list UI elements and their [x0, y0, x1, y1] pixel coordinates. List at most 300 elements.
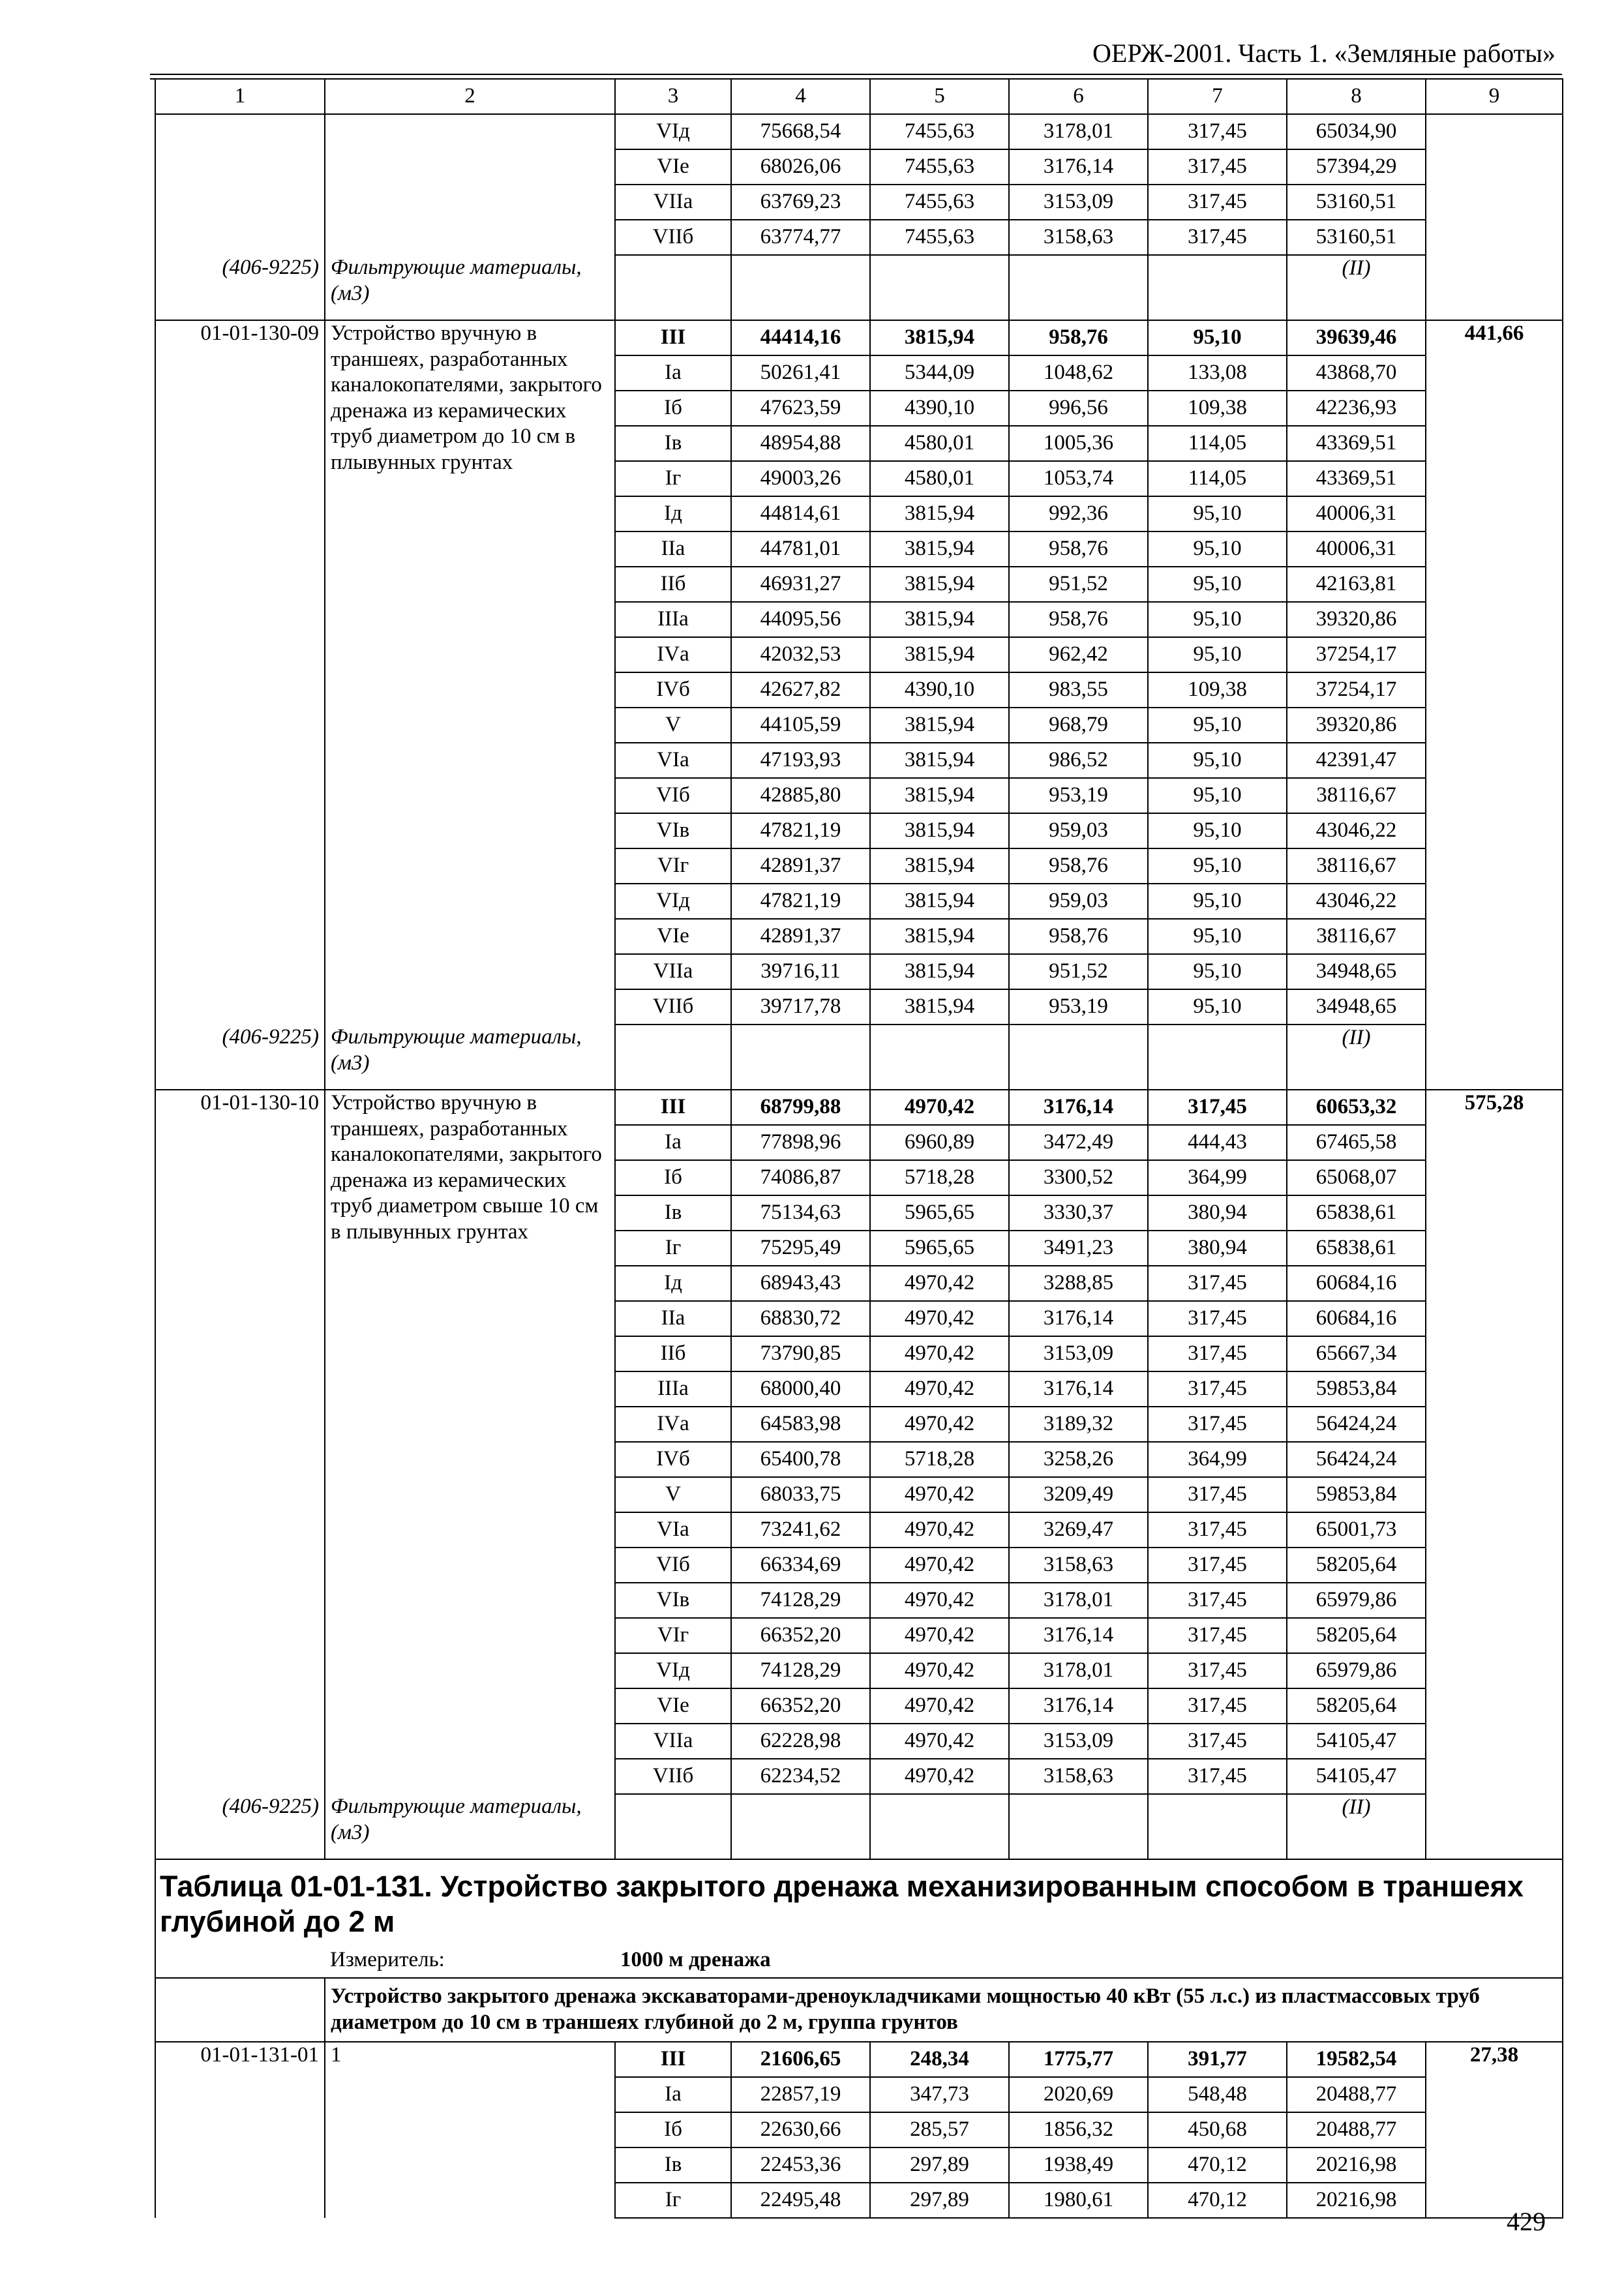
- cell-c8: 43369,51: [1287, 461, 1426, 496]
- cell-c3: VIб: [615, 1548, 731, 1583]
- cell-c4: 66352,20: [731, 1688, 870, 1724]
- material-name: Фильтрующие материалы, (м3): [325, 1794, 615, 1859]
- table-title-row: [155, 1859, 1563, 1943]
- cell-c8: 59853,84: [1287, 1371, 1426, 1407]
- cell-c8: 43046,22: [1287, 884, 1426, 919]
- empty-cell: [1148, 1794, 1287, 1859]
- cell-c4: 39717,78: [731, 989, 870, 1025]
- cell-c5: 4970,42: [870, 1653, 1009, 1688]
- material-code: (406-9225): [155, 1025, 325, 1090]
- cell-c3: VIд: [615, 884, 731, 919]
- cell-c3: Iа: [615, 1125, 731, 1160]
- cell-c6: 951,52: [1009, 567, 1148, 602]
- cell-c7: 317,45: [1148, 1759, 1287, 1794]
- cell-c7: 380,94: [1148, 1195, 1287, 1231]
- unit-value: 1000 м дренажа: [615, 1943, 1563, 1978]
- cell-c6: 958,76: [1009, 602, 1148, 637]
- cell-c6: 3153,09: [1009, 185, 1148, 220]
- cell-c5: 3815,94: [870, 954, 1009, 989]
- cell-c6: 3472,49: [1009, 1125, 1148, 1160]
- material-row: [155, 255, 1563, 320]
- cell-c8: 39639,46: [1287, 320, 1426, 355]
- cell-c3: VIа: [615, 743, 731, 778]
- cell-c5: 3815,94: [870, 743, 1009, 778]
- cell-c5: 3815,94: [870, 884, 1009, 919]
- cell-c7: 450,68: [1148, 2112, 1287, 2147]
- cell-c8: 43369,51: [1287, 426, 1426, 461]
- cell-c6: 958,76: [1009, 919, 1148, 954]
- cell-c6: 3158,63: [1009, 1548, 1148, 1583]
- cell-c8: 42236,93: [1287, 391, 1426, 426]
- cell-c3: VIе: [615, 1688, 731, 1724]
- cell-c8: 37254,17: [1287, 637, 1426, 672]
- cell-c3: Iв: [615, 426, 731, 461]
- cell-c6: 986,52: [1009, 743, 1148, 778]
- cell-c3: VIIа: [615, 954, 731, 989]
- cell-c3: IIб: [615, 567, 731, 602]
- cell-c6: 2020,69: [1009, 2077, 1148, 2112]
- cell-c7: 317,45: [1148, 149, 1287, 185]
- cell-c5: 7455,63: [870, 114, 1009, 149]
- cell-c4: 64583,98: [731, 1407, 870, 1442]
- cell-c5: 5718,28: [870, 1160, 1009, 1195]
- cell-c7: 317,45: [1148, 1724, 1287, 1759]
- cell-c3: IVб: [615, 672, 731, 708]
- cell-c3: III: [615, 1090, 731, 1125]
- cell-c7: 317,45: [1148, 1090, 1287, 1125]
- cell-c5: 3815,94: [870, 778, 1009, 813]
- cell-c5: 5965,65: [870, 1195, 1009, 1231]
- cell-c6: 3300,52: [1009, 1160, 1148, 1195]
- cell-c6: 1980,61: [1009, 2183, 1148, 2218]
- rate-description: Устройство вручную в траншеях, разработанных каналокопателями, закрытого дренажа из керамических труб диаметром до 10 см в плывунных грунтах: [325, 320, 615, 1025]
- cell-c7: 95,10: [1148, 743, 1287, 778]
- cell-c4: 50261,41: [731, 355, 870, 391]
- cell-c8: 65068,07: [1287, 1160, 1426, 1195]
- cell-c7: 109,38: [1148, 672, 1287, 708]
- cell-c4: 47821,19: [731, 884, 870, 919]
- cell-c7: 95,10: [1148, 708, 1287, 743]
- cell-c4: 74128,29: [731, 1583, 870, 1618]
- cell-c7: 317,45: [1148, 114, 1287, 149]
- cell-c5: 6960,89: [870, 1125, 1009, 1160]
- cell-c6: 3178,01: [1009, 1653, 1148, 1688]
- cell-c4: 62234,52: [731, 1759, 870, 1794]
- cell-c5: 248,34: [870, 2042, 1009, 2077]
- cell-c7: 317,45: [1148, 185, 1287, 220]
- cell-c7: 95,10: [1148, 848, 1287, 884]
- cell-c5: 4580,01: [870, 426, 1009, 461]
- cell-c4: 22857,19: [731, 2077, 870, 2112]
- cell-c4: 74128,29: [731, 1653, 870, 1688]
- empty-cell: [870, 1025, 1009, 1090]
- cell-c5: 4580,01: [870, 461, 1009, 496]
- cell-c5: 4390,10: [870, 672, 1009, 708]
- column-number-row: [155, 79, 1563, 114]
- cell-c8: 20488,77: [1287, 2112, 1426, 2147]
- empty-cell: [870, 1794, 1009, 1859]
- rate-description: 1: [325, 2042, 615, 2218]
- cell-c5: 4970,42: [870, 1301, 1009, 1336]
- material-code: (406-9225): [155, 1794, 325, 1859]
- cell-c4: 42032,53: [731, 637, 870, 672]
- cell-c8: 65979,86: [1287, 1653, 1426, 1688]
- cell-c5: 3815,94: [870, 531, 1009, 567]
- cell-c6: 3189,32: [1009, 1407, 1148, 1442]
- cell-c4: 75295,49: [731, 1231, 870, 1266]
- empty-cell: [615, 1025, 731, 1090]
- cell-c6: 992,36: [1009, 496, 1148, 531]
- material-class: (II): [1287, 1794, 1426, 1859]
- cell-c8: 43868,70: [1287, 355, 1426, 391]
- cell-c5: 4970,42: [870, 1618, 1009, 1653]
- cell-c3: VIе: [615, 919, 731, 954]
- empty-cell: [155, 1978, 325, 2042]
- cell-c8: 54105,47: [1287, 1759, 1426, 1794]
- cell-c5: 4970,42: [870, 1583, 1009, 1618]
- cell-c6: 3269,47: [1009, 1512, 1148, 1548]
- cell-c6: 3178,01: [1009, 114, 1148, 149]
- cell-c6: 953,19: [1009, 989, 1148, 1025]
- cell-c7: 95,10: [1148, 320, 1287, 355]
- column-number: 8: [1287, 79, 1426, 114]
- cell-c5: 3815,94: [870, 496, 1009, 531]
- cell-c7: 95,10: [1148, 496, 1287, 531]
- cell-c5: 7455,63: [870, 149, 1009, 185]
- cell-c3: IIа: [615, 531, 731, 567]
- cell-c4: 68026,06: [731, 149, 870, 185]
- cell-c8: 53160,51: [1287, 185, 1426, 220]
- cell-c6: 3176,14: [1009, 1688, 1148, 1724]
- cell-c7: 364,99: [1148, 1442, 1287, 1477]
- cell-c3: Iд: [615, 1266, 731, 1301]
- cell-c6: 968,79: [1009, 708, 1148, 743]
- cell-c8: 56424,24: [1287, 1407, 1426, 1442]
- cell-c7: 470,12: [1148, 2183, 1287, 2218]
- cell-c6: 1005,36: [1009, 426, 1148, 461]
- cell-c4: 44105,59: [731, 708, 870, 743]
- column-number: 2: [325, 79, 615, 114]
- cell-c5: 3815,94: [870, 848, 1009, 884]
- cell-c8: 60684,16: [1287, 1301, 1426, 1336]
- cell-c4: 75668,54: [731, 114, 870, 149]
- rate-code: 01-01-130-10: [155, 1090, 325, 1794]
- cell-c4: 62228,98: [731, 1724, 870, 1759]
- cell-c4: 68000,40: [731, 1371, 870, 1407]
- cell-c3: VIа: [615, 1512, 731, 1548]
- cell-c7: 364,99: [1148, 1160, 1287, 1195]
- cell-c4: 46931,27: [731, 567, 870, 602]
- cell-c4: 68943,43: [731, 1266, 870, 1301]
- cell-c4: 39716,11: [731, 954, 870, 989]
- cell-c8: 38116,67: [1287, 778, 1426, 813]
- unit-label: Измеритель:: [325, 1943, 615, 1978]
- cell-c5: 4970,42: [870, 1477, 1009, 1512]
- cell-c6: 1856,32: [1009, 2112, 1148, 2147]
- cell-c8: 34948,65: [1287, 989, 1426, 1025]
- table-body: [155, 79, 1563, 2218]
- cell-c8: 65667,34: [1287, 1336, 1426, 1371]
- empty-cell: [615, 1794, 731, 1859]
- cell-c8: 38116,67: [1287, 919, 1426, 954]
- labor-cost: 27,38: [1426, 2042, 1563, 2218]
- empty-cell: [1009, 1794, 1148, 1859]
- cell-c4: 63769,23: [731, 185, 870, 220]
- cell-c5: 3815,94: [870, 919, 1009, 954]
- cell-c7: 317,45: [1148, 1512, 1287, 1548]
- cell-c6: 951,52: [1009, 954, 1148, 989]
- cell-c6: 3209,49: [1009, 1477, 1148, 1512]
- cell-c6: 958,76: [1009, 531, 1148, 567]
- cell-c5: 347,73: [870, 2077, 1009, 2112]
- cell-c3: Iб: [615, 2112, 731, 2147]
- cell-c6: 3153,09: [1009, 1724, 1148, 1759]
- cell-c6: 3330,37: [1009, 1195, 1148, 1231]
- material-code: (406-9225): [155, 255, 325, 320]
- cell-c4: 74086,87: [731, 1160, 870, 1195]
- cell-c3: IVб: [615, 1442, 731, 1477]
- cell-c7: 317,45: [1148, 1688, 1287, 1724]
- empty-cell: [1148, 255, 1287, 320]
- cell-c7: 317,45: [1148, 1477, 1287, 1512]
- cell-c3: VIIб: [615, 220, 731, 255]
- table-row: [155, 320, 1563, 355]
- column-number: 7: [1148, 79, 1287, 114]
- cell-c6: 3153,09: [1009, 1336, 1148, 1371]
- cell-c8: 54105,47: [1287, 1724, 1426, 1759]
- cell-c7: 317,45: [1148, 1336, 1287, 1371]
- cell-c8: 65838,61: [1287, 1231, 1426, 1266]
- labor-cost: 575,28: [1426, 1090, 1563, 1859]
- cell-c8: 39320,86: [1287, 708, 1426, 743]
- cell-c4: 22495,48: [731, 2183, 870, 2218]
- cell-c5: 5965,65: [870, 1231, 1009, 1266]
- cell-c8: 40006,31: [1287, 496, 1426, 531]
- material-row: [155, 1794, 1563, 1859]
- material-class: (II): [1287, 255, 1426, 320]
- cell-c3: III: [615, 320, 731, 355]
- cell-c6: 962,42: [1009, 637, 1148, 672]
- running-header: ОЕРЖ-2001. Часть 1. «Земляные работы»: [1092, 38, 1556, 68]
- cell-c4: 44414,16: [731, 320, 870, 355]
- cell-c4: 68830,72: [731, 1301, 870, 1336]
- cell-c4: 22453,36: [731, 2147, 870, 2183]
- cell-c4: 44814,61: [731, 496, 870, 531]
- cell-c3: VIб: [615, 778, 731, 813]
- cell-c5: 3815,94: [870, 637, 1009, 672]
- cell-c7: 95,10: [1148, 531, 1287, 567]
- cell-c5: 285,57: [870, 2112, 1009, 2147]
- cell-c5: 3815,94: [870, 602, 1009, 637]
- cell-c4: 73790,85: [731, 1336, 870, 1371]
- cell-c5: 3815,94: [870, 320, 1009, 355]
- cell-c3: Iд: [615, 496, 731, 531]
- cell-c7: 317,45: [1148, 1371, 1287, 1407]
- cell-c7: 114,05: [1148, 426, 1287, 461]
- cell-c4: 42891,37: [731, 919, 870, 954]
- cell-c3: IIб: [615, 1336, 731, 1371]
- cell-c6: 996,56: [1009, 391, 1148, 426]
- cell-c3: VIв: [615, 1583, 731, 1618]
- cell-c4: 63774,77: [731, 220, 870, 255]
- cell-c4: 42627,82: [731, 672, 870, 708]
- cell-c7: 317,45: [1148, 1548, 1287, 1583]
- material-name: Фильтрующие материалы, (м3): [325, 1025, 615, 1090]
- cell-c8: 65979,86: [1287, 1583, 1426, 1618]
- cell-c6: 959,03: [1009, 884, 1148, 919]
- cell-c5: 4970,42: [870, 1336, 1009, 1371]
- cell-c8: 43046,22: [1287, 813, 1426, 848]
- cell-c8: 58205,64: [1287, 1548, 1426, 1583]
- cell-c4: 47821,19: [731, 813, 870, 848]
- cell-c7: 317,45: [1148, 220, 1287, 255]
- cell-c7: 133,08: [1148, 355, 1287, 391]
- cell-c3: VIе: [615, 149, 731, 185]
- table-row: [155, 114, 1563, 149]
- unit-row: [155, 1943, 1563, 1978]
- cell-c8: 60684,16: [1287, 1266, 1426, 1301]
- cell-c4: 68033,75: [731, 1477, 870, 1512]
- cell-c6: 3288,85: [1009, 1266, 1148, 1301]
- cell-c3: VIд: [615, 1653, 731, 1688]
- cell-c4: 77898,96: [731, 1125, 870, 1160]
- cell-c4: 68799,88: [731, 1090, 870, 1125]
- cell-c4: 47193,93: [731, 743, 870, 778]
- cell-c5: 5718,28: [870, 1442, 1009, 1477]
- cell-c5: 4970,42: [870, 1090, 1009, 1125]
- rate-description: [325, 114, 615, 255]
- empty-cell: [1009, 1025, 1148, 1090]
- cell-c7: 95,10: [1148, 813, 1287, 848]
- cell-c7: 470,12: [1148, 2147, 1287, 2183]
- cell-c6: 3178,01: [1009, 1583, 1148, 1618]
- cell-c4: 48954,88: [731, 426, 870, 461]
- cell-c6: 3176,14: [1009, 1618, 1148, 1653]
- cell-c6: 958,76: [1009, 320, 1148, 355]
- column-number: 1: [155, 79, 325, 114]
- empty-cell: [615, 255, 731, 320]
- cell-c5: 4970,42: [870, 1512, 1009, 1548]
- cell-c6: 1938,49: [1009, 2147, 1148, 2183]
- cell-c8: 65838,61: [1287, 1195, 1426, 1231]
- cell-c6: 958,76: [1009, 848, 1148, 884]
- cell-c8: 65034,90: [1287, 114, 1426, 149]
- cell-c7: 95,10: [1148, 954, 1287, 989]
- cell-c5: 3815,94: [870, 989, 1009, 1025]
- empty-cell: [731, 255, 870, 320]
- empty-cell: [1148, 1025, 1287, 1090]
- cell-c7: 95,10: [1148, 884, 1287, 919]
- column-number: 4: [731, 79, 870, 114]
- cell-c8: 20488,77: [1287, 2077, 1426, 2112]
- cell-c8: 19582,54: [1287, 2042, 1426, 2077]
- cell-c5: 7455,63: [870, 220, 1009, 255]
- cell-c3: VIг: [615, 1618, 731, 1653]
- empty-cell: [1009, 255, 1148, 320]
- labor-cost: [1426, 114, 1563, 320]
- labor-cost: 441,66: [1426, 320, 1563, 1090]
- cell-c3: VIIб: [615, 989, 731, 1025]
- subtitle-row: [155, 1978, 1563, 2042]
- empty-cell: [731, 1794, 870, 1859]
- column-number: 5: [870, 79, 1009, 114]
- cell-c8: 57394,29: [1287, 149, 1426, 185]
- material-row: [155, 1025, 1563, 1090]
- cell-c8: 37254,17: [1287, 672, 1426, 708]
- cell-c5: 4970,42: [870, 1407, 1009, 1442]
- cell-c4: 65400,78: [731, 1442, 870, 1477]
- cell-c3: III: [615, 2042, 731, 2077]
- cell-c8: 39320,86: [1287, 602, 1426, 637]
- cell-c4: 44095,56: [731, 602, 870, 637]
- cell-c4: 42885,80: [731, 778, 870, 813]
- cell-c4: 66352,20: [731, 1618, 870, 1653]
- cell-c5: 7455,63: [870, 185, 1009, 220]
- empty-cell: [731, 1025, 870, 1090]
- cell-c8: 42163,81: [1287, 567, 1426, 602]
- cell-c3: V: [615, 1477, 731, 1512]
- cell-c7: 95,10: [1148, 567, 1287, 602]
- cell-c8: 59853,84: [1287, 1477, 1426, 1512]
- cell-c7: 95,10: [1148, 602, 1287, 637]
- cell-c7: 95,10: [1148, 989, 1287, 1025]
- cell-c8: 34948,65: [1287, 954, 1426, 989]
- cell-c3: Iв: [615, 1195, 731, 1231]
- cell-c4: 66334,69: [731, 1548, 870, 1583]
- cell-c6: 1053,74: [1009, 461, 1148, 496]
- cell-c6: 3176,14: [1009, 1371, 1148, 1407]
- cell-c7: 95,10: [1148, 778, 1287, 813]
- cell-c5: 3815,94: [870, 813, 1009, 848]
- column-number: 3: [615, 79, 731, 114]
- cell-c7: 317,45: [1148, 1653, 1287, 1688]
- cell-c7: 444,43: [1148, 1125, 1287, 1160]
- cell-c5: 3815,94: [870, 567, 1009, 602]
- cell-c7: 317,45: [1148, 1266, 1287, 1301]
- rate-code: 01-01-131-01: [155, 2042, 325, 2218]
- cell-c5: 4970,42: [870, 1266, 1009, 1301]
- cell-c6: 959,03: [1009, 813, 1148, 848]
- material-name: Фильтрующие материалы, (м3): [325, 255, 615, 320]
- cell-c3: Iг: [615, 2183, 731, 2218]
- cell-c5: 4970,42: [870, 1759, 1009, 1794]
- cell-c3: Iг: [615, 1231, 731, 1266]
- cell-c5: 4970,42: [870, 1724, 1009, 1759]
- cell-c6: 3491,23: [1009, 1231, 1148, 1266]
- cell-c3: Iа: [615, 355, 731, 391]
- cell-c3: V: [615, 708, 731, 743]
- cell-c3: IVа: [615, 637, 731, 672]
- cell-c6: 3258,26: [1009, 1442, 1148, 1477]
- cell-c8: 38116,67: [1287, 848, 1426, 884]
- cell-c3: VIд: [615, 114, 731, 149]
- cell-c5: 4970,42: [870, 1688, 1009, 1724]
- cell-c8: 56424,24: [1287, 1442, 1426, 1477]
- cell-c4: 47623,59: [731, 391, 870, 426]
- cell-c5: 297,89: [870, 2183, 1009, 2218]
- cell-c4: 22630,66: [731, 2112, 870, 2147]
- table-title: Таблица 01-01-131. Устройство закрытого дренажа механизированным способом в траншеях глубиной до 2 м: [155, 1859, 1563, 1943]
- rate-description: Устройство вручную в траншеях, разработанных каналокопателями, закрытого дренажа из керамических труб диаметром свыше 10 см в плывунных грунтах: [325, 1090, 615, 1794]
- cell-c3: Iб: [615, 1160, 731, 1195]
- cell-c6: 1775,77: [1009, 2042, 1148, 2077]
- cell-c7: 114,05: [1148, 461, 1287, 496]
- cell-c5: 3815,94: [870, 708, 1009, 743]
- cell-c5: 297,89: [870, 2147, 1009, 2183]
- cell-c3: IIIа: [615, 602, 731, 637]
- cell-c7: 109,38: [1148, 391, 1287, 426]
- cell-c3: Iа: [615, 2077, 731, 2112]
